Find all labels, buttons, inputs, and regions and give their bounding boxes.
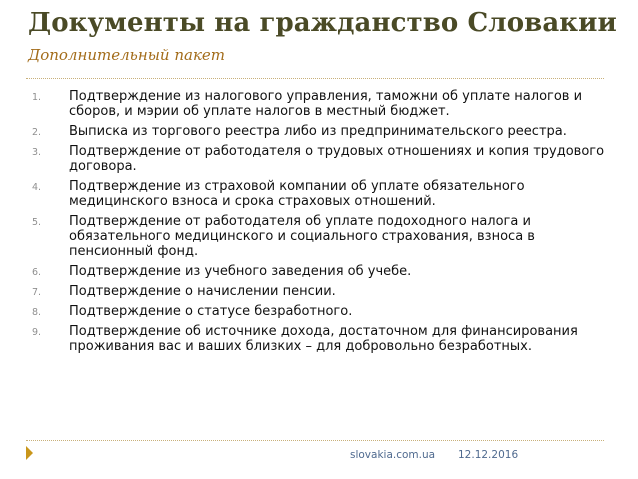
- list-item-text: Подтверждение из учебного заведения об учебе.: [69, 264, 412, 279]
- list-item: [24, 284, 614, 299]
- list-item-text: Выписка из торгового реестра либо из предпринимательского реестра.: [69, 124, 567, 139]
- list-item: [24, 264, 614, 279]
- slide-title: Документы на гражданство Словакии: [28, 8, 617, 38]
- list-item: [24, 304, 614, 319]
- list-item: [24, 144, 614, 174]
- list-item-text: Подтверждение об источнике дохода, достаточном для финансирования проживания вас и ваших близких – для добровольно безработных.: [69, 324, 578, 354]
- list-item: [24, 214, 614, 259]
- list-item: [24, 89, 614, 119]
- list-item: [24, 324, 614, 354]
- list-item-text: Подтверждение о начислении пенсии.: [69, 284, 336, 299]
- footer-site: slovakia.com.ua: [350, 449, 436, 461]
- list-item-number: 3.: [32, 147, 42, 158]
- list-item-text: Подтверждение о статусе безработного.: [69, 304, 353, 319]
- footer-arrow-icon: [26, 446, 33, 460]
- list-item: [24, 179, 614, 209]
- list-item-text: Подтверждение из налогового управления, таможни об уплате налогов и сборов, и мэрии об уплате налогов в местный бюджет.: [69, 89, 583, 119]
- list-item: [24, 124, 614, 139]
- documents-list: [24, 89, 614, 359]
- list-item-number: 4.: [32, 182, 42, 193]
- list-item-number: 8.: [32, 307, 42, 318]
- top-divider: [26, 78, 604, 79]
- list-item-number: 6.: [32, 267, 42, 278]
- list-item-text: Подтверждение от работодателя об уплате подоходного налога и обязательного медицинского и социального страхования, взноса в пенсионный фонд.: [69, 214, 535, 259]
- list-item-number: 5.: [32, 217, 42, 228]
- list-item-number: 2.: [32, 127, 42, 138]
- list-item-text: Подтверждение от работодателя о трудовых отношениях и копия трудового договора.: [69, 144, 605, 174]
- list-item-number: 7.: [32, 287, 42, 298]
- list-item-text: Подтверждение из страховой компании об уплате обязательного медицинского взноса и срока страховых отношений.: [69, 179, 525, 209]
- list-item-number: 9.: [32, 327, 42, 338]
- slide-subtitle: Дополнительный пакет: [28, 46, 226, 64]
- footer-date: 12.12.2016: [458, 449, 519, 461]
- bottom-divider: [26, 440, 604, 441]
- list-item-number: 1.: [32, 92, 42, 103]
